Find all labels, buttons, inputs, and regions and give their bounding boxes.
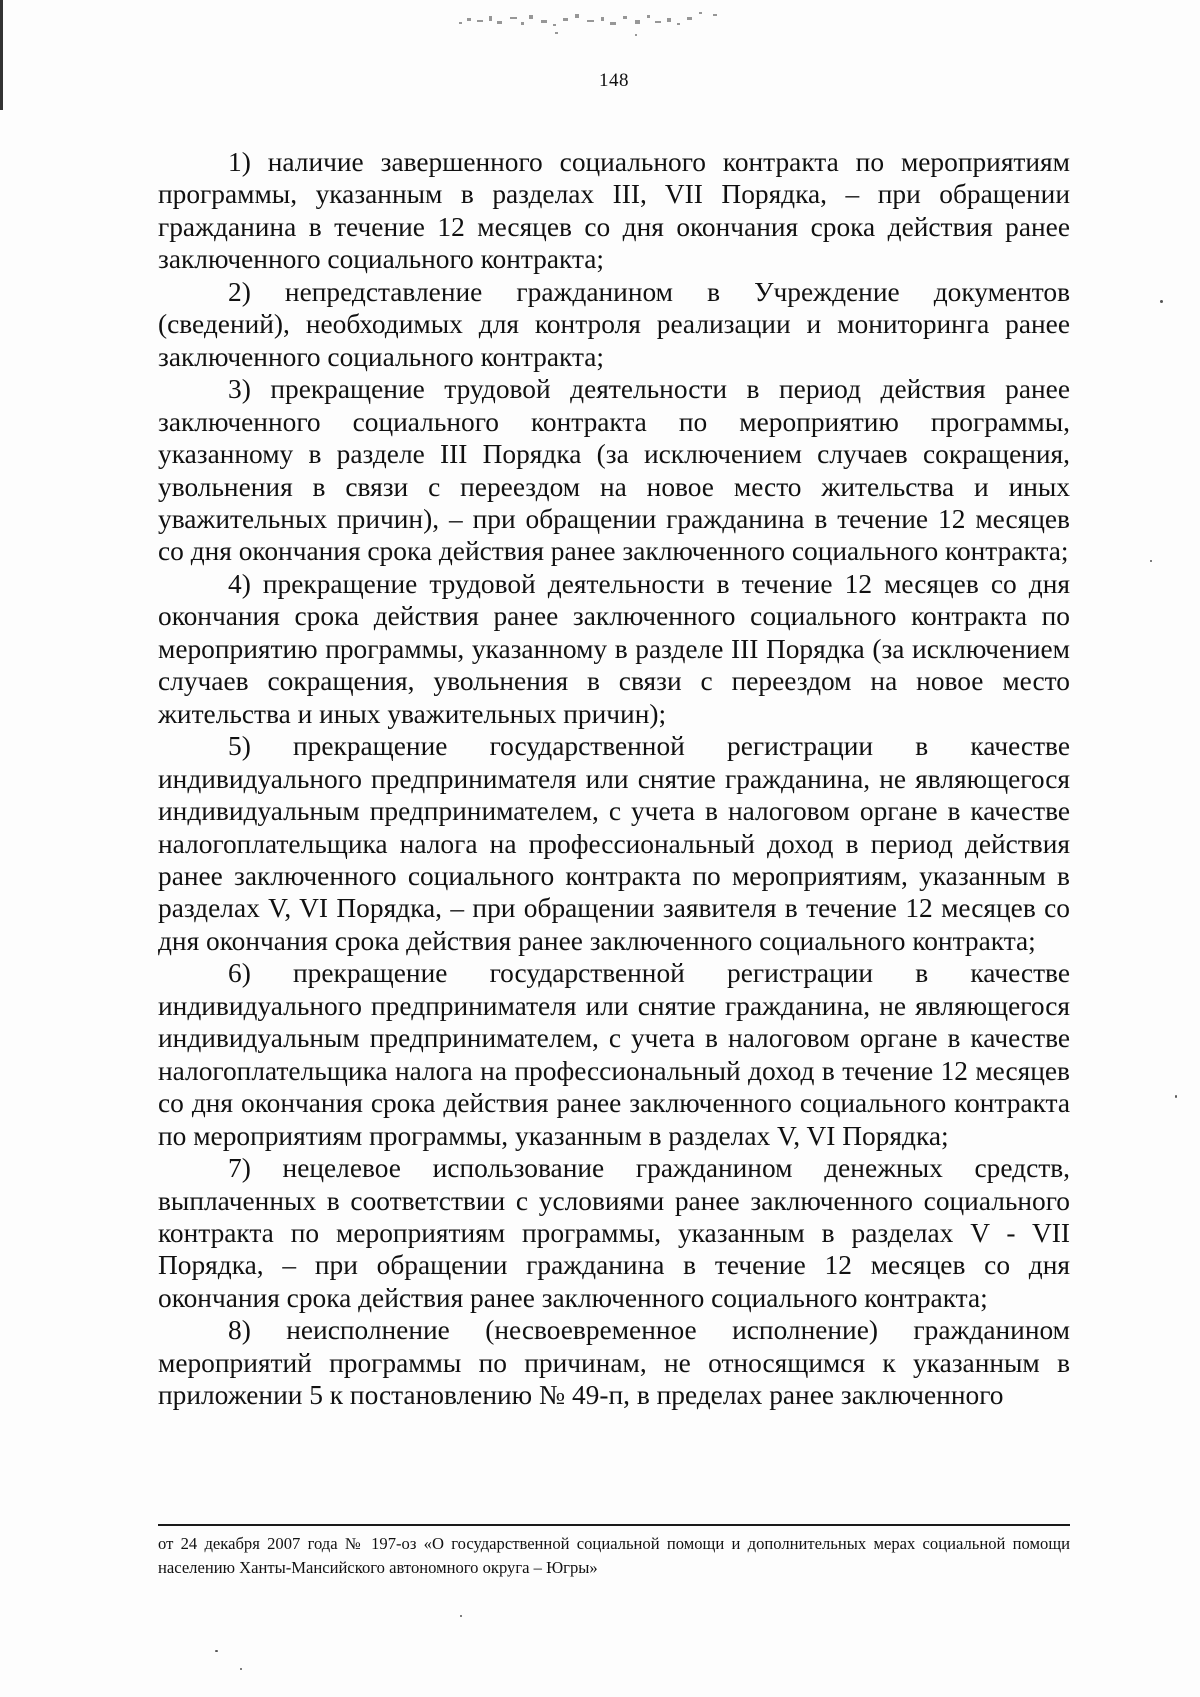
scan-speck	[240, 1668, 242, 1670]
list-item: 2) непредставление гражданином в Учреждение документов (сведений), необходимых для контроля реализации и мониторинга ранее заключенного социального контракта;	[158, 276, 1070, 372]
scan-speck	[1150, 560, 1152, 562]
scan-speck	[1160, 300, 1163, 303]
scan-speck	[1175, 1095, 1177, 1098]
footnote: от 24 декабря 2007 года № 197-оз «О государственной социальной помощи и дополнительных мерах социальной помощи населению Ханты-Мансийского автономного округа – Югры»	[158, 1534, 1070, 1577]
list-item: 7) нецелевое использование гражданином денежных средств, выплаченных в соответствии с условиями ранее заключенного социального контракта по мероприятиям программы, указанным в разделах V - VII Порядка, – при обращении гражданина в течение 12 месяцев со дня окончания срока действия ранее заключенного социального контракта;	[158, 1153, 1070, 1313]
list-item: 5) прекращение государственной регистрации в качестве индивидуального предпринимателя или снятие гражданина, не являющегося индивидуальным предпринимателем, с учета в налоговом органе в качестве налогоплательщика налога на профессиональный доход в период действия ранее заключенного социального контракта по мероприятиям, указанным в разделах V, VI Порядка, – при обращении заявителя в течение 12 месяцев со дня окончания срока действия ранее заключенного социального контракта;	[158, 731, 1070, 956]
page-number: 148	[599, 70, 629, 91]
list-item: 3) прекращение трудовой деятельности в период действия ранее заключенного социального контракта по мероприятию программы, указанному в разделе III Порядка (за исключением случаев сокращения, увольнения в связи с переездом на новое место жительства и иных уважительных причин), – при обращении гражданина в течение 12 месяцев со дня окончания срока действия ранее заключенного социального контракта;	[158, 374, 1070, 567]
scan-speck	[460, 1615, 462, 1617]
scan-edge-mark	[0, 0, 3, 110]
list-item: 8) неисполнение (несвоевременное исполнение) гражданином мероприятий программы по причинам, не относящимся к указанным в приложении 5 к постановлению № 49-п, в пределах ранее заключенного	[158, 1315, 1070, 1411]
scan-stamp-residue	[455, 8, 735, 40]
scan-speck	[215, 1650, 218, 1652]
footnote-divider	[158, 1524, 1070, 1526]
document-body	[158, 146, 1070, 1412]
list-item: 1) наличие завершенного социального контракта по мероприятиям программы, указанным в разделах III, VII Порядка, – при обращении гражданина в течение 12 месяцев со дня окончания срока действия ранее заключенного социального контракта;	[158, 147, 1070, 275]
list-item: 6) прекращение государственной регистрации в качестве индивидуального предпринимателя или снятие гражданина, не являющегося индивидуальным предпринимателем, с учета в налоговом органе в качестве налогоплательщика налога на профессиональный доход в течение 12 месяцев со дня окончания срока действия ранее заключенного социального контракта по мероприятиям программы, указанным в разделах V, VI Порядка;	[158, 958, 1070, 1151]
list-item: 4) прекращение трудовой деятельности в течение 12 месяцев со дня окончания срока действия ранее заключенного социального контракта по мероприятию программы, указанному в разделе III Порядка (за исключением случаев сокращения, увольнения в связи с переездом на новое место жительства и иных уважительных причин);	[158, 568, 1070, 729]
